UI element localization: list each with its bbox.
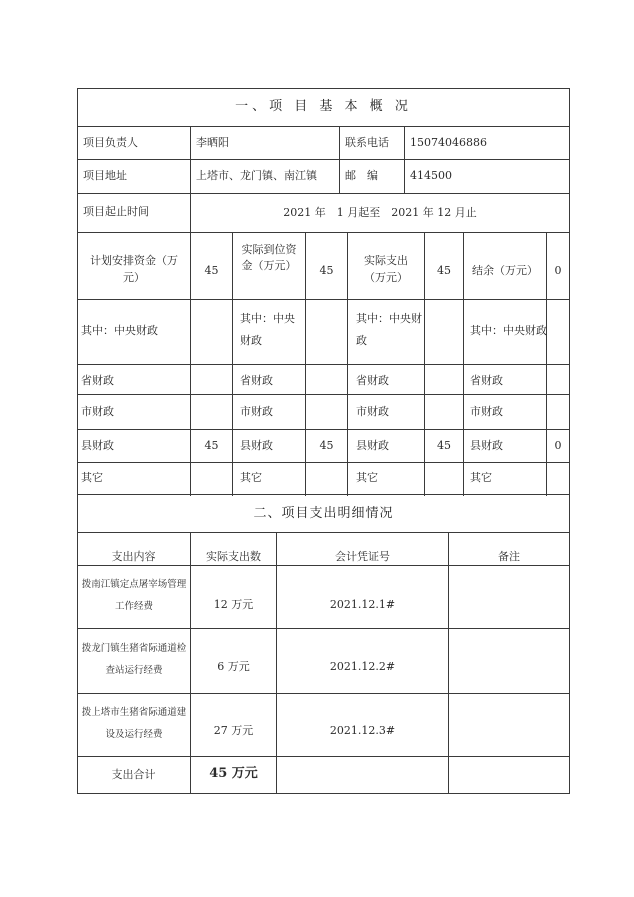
rule — [77, 88, 570, 89]
county-finance-label: 县财政 — [356, 439, 389, 452]
rule — [77, 693, 570, 694]
phone-value: 15074046886 — [410, 136, 487, 149]
other-finance-label: 其它 — [81, 471, 103, 484]
expense-amount: 27 万元 — [213, 724, 254, 737]
rule — [77, 494, 570, 495]
other-finance-label: 其它 — [356, 471, 378, 484]
rule — [77, 628, 570, 629]
expense-voucher: 2021.12.2# — [329, 660, 396, 673]
other-finance-label: 其它 — [240, 471, 262, 484]
expense-voucher: 2021.12.1# — [329, 598, 396, 611]
project-form — [77, 88, 570, 794]
central-finance-label: 其中：中央财政 — [81, 324, 158, 337]
city-finance-label: 市财政 — [470, 405, 503, 418]
rule — [77, 159, 570, 160]
county-finance-label: 县财政 — [81, 439, 114, 452]
expense-content: 拨南江镇定点屠宰场管理工作经费 — [81, 579, 187, 612]
rule — [448, 532, 449, 794]
rule — [232, 232, 233, 496]
expense-amount: 6 万元 — [217, 660, 250, 673]
county-finance-value: 45 — [437, 439, 451, 452]
planned-funds-value: 45 — [204, 264, 219, 277]
address-label: 项目地址 — [83, 169, 127, 182]
header-amount: 实际支出数 — [206, 550, 261, 563]
county-finance-label: 县财政 — [240, 439, 273, 452]
rule — [77, 756, 570, 757]
rule — [77, 532, 570, 533]
city-finance-label: 市财政 — [240, 405, 273, 418]
responsible-value: 李晒阳 — [196, 136, 229, 149]
period-value: 2021 年 1 月起至 2021 年 12 月止 — [283, 206, 477, 219]
city-finance-label: 市财政 — [81, 405, 114, 418]
planned-funds-label: 计划安排资金（万元） — [90, 254, 178, 284]
balance-value: 0 — [554, 264, 562, 277]
rule — [77, 88, 78, 794]
rule — [77, 299, 570, 300]
header-content: 支出内容 — [111, 550, 156, 563]
rule — [77, 232, 570, 233]
rule — [77, 193, 570, 194]
actual-funds-label: 实际到位资金（万元） — [241, 243, 297, 272]
expense-voucher: 2021.12.3# — [329, 724, 396, 737]
other-finance-label: 其它 — [470, 471, 492, 484]
spent-label: 实际支出（万元） — [364, 254, 408, 284]
total-value: 45 万元 — [209, 766, 258, 781]
province-finance-label: 省财政 — [470, 374, 503, 387]
responsible-label: 项目负责人 — [83, 136, 138, 149]
county-finance-value: 45 — [319, 439, 334, 452]
section1-title: 一、项 目 基 本 概 况 — [235, 99, 412, 114]
header-voucher: 会计凭证号 — [335, 550, 390, 563]
rule — [347, 232, 348, 496]
rule — [404, 126, 405, 193]
rule — [77, 429, 570, 430]
rule — [77, 565, 570, 566]
phone-label: 联系电话 — [345, 136, 389, 149]
central-finance-label: 其中：中央财政 — [240, 312, 295, 347]
county-finance-value: 0 — [554, 439, 562, 452]
city-finance-label: 市财政 — [356, 405, 389, 418]
county-finance-value: 45 — [204, 439, 219, 452]
rule — [77, 394, 570, 395]
province-finance-label: 省财政 — [81, 374, 114, 387]
rule — [569, 88, 570, 794]
province-finance-label: 省财政 — [356, 374, 389, 387]
rule — [77, 364, 570, 365]
period-label: 项目起止时间 — [83, 205, 149, 218]
total-label: 支出合计 — [111, 768, 156, 781]
section2-title: 二、项目支出明细情况 — [253, 506, 394, 521]
rule — [77, 126, 570, 127]
province-finance-label: 省财政 — [240, 374, 273, 387]
balance-label: 结余（万元） — [472, 264, 538, 277]
spent-value: 45 — [437, 264, 451, 277]
header-note: 备注 — [498, 550, 520, 563]
expense-content: 拨龙门镇生猪省际通道检查站运行经费 — [81, 643, 187, 676]
county-finance-label: 县财政 — [470, 439, 503, 452]
central-finance-label: 其中：中央财政 — [470, 324, 547, 337]
actual-funds-value: 45 — [319, 264, 334, 277]
central-finance-label: 其中：中央财政 — [356, 312, 422, 347]
postcode-value: 414500 — [410, 169, 452, 182]
expense-amount: 12 万元 — [213, 598, 254, 611]
postcode-label: 邮 编 — [345, 169, 378, 182]
rule — [77, 462, 570, 463]
rule — [339, 126, 340, 193]
rule — [77, 793, 570, 794]
address-value: 上塔市、龙门镇、南江镇 — [196, 169, 317, 182]
expense-content: 拨上塔市生猪省际通道建设及运行经费 — [81, 707, 187, 740]
